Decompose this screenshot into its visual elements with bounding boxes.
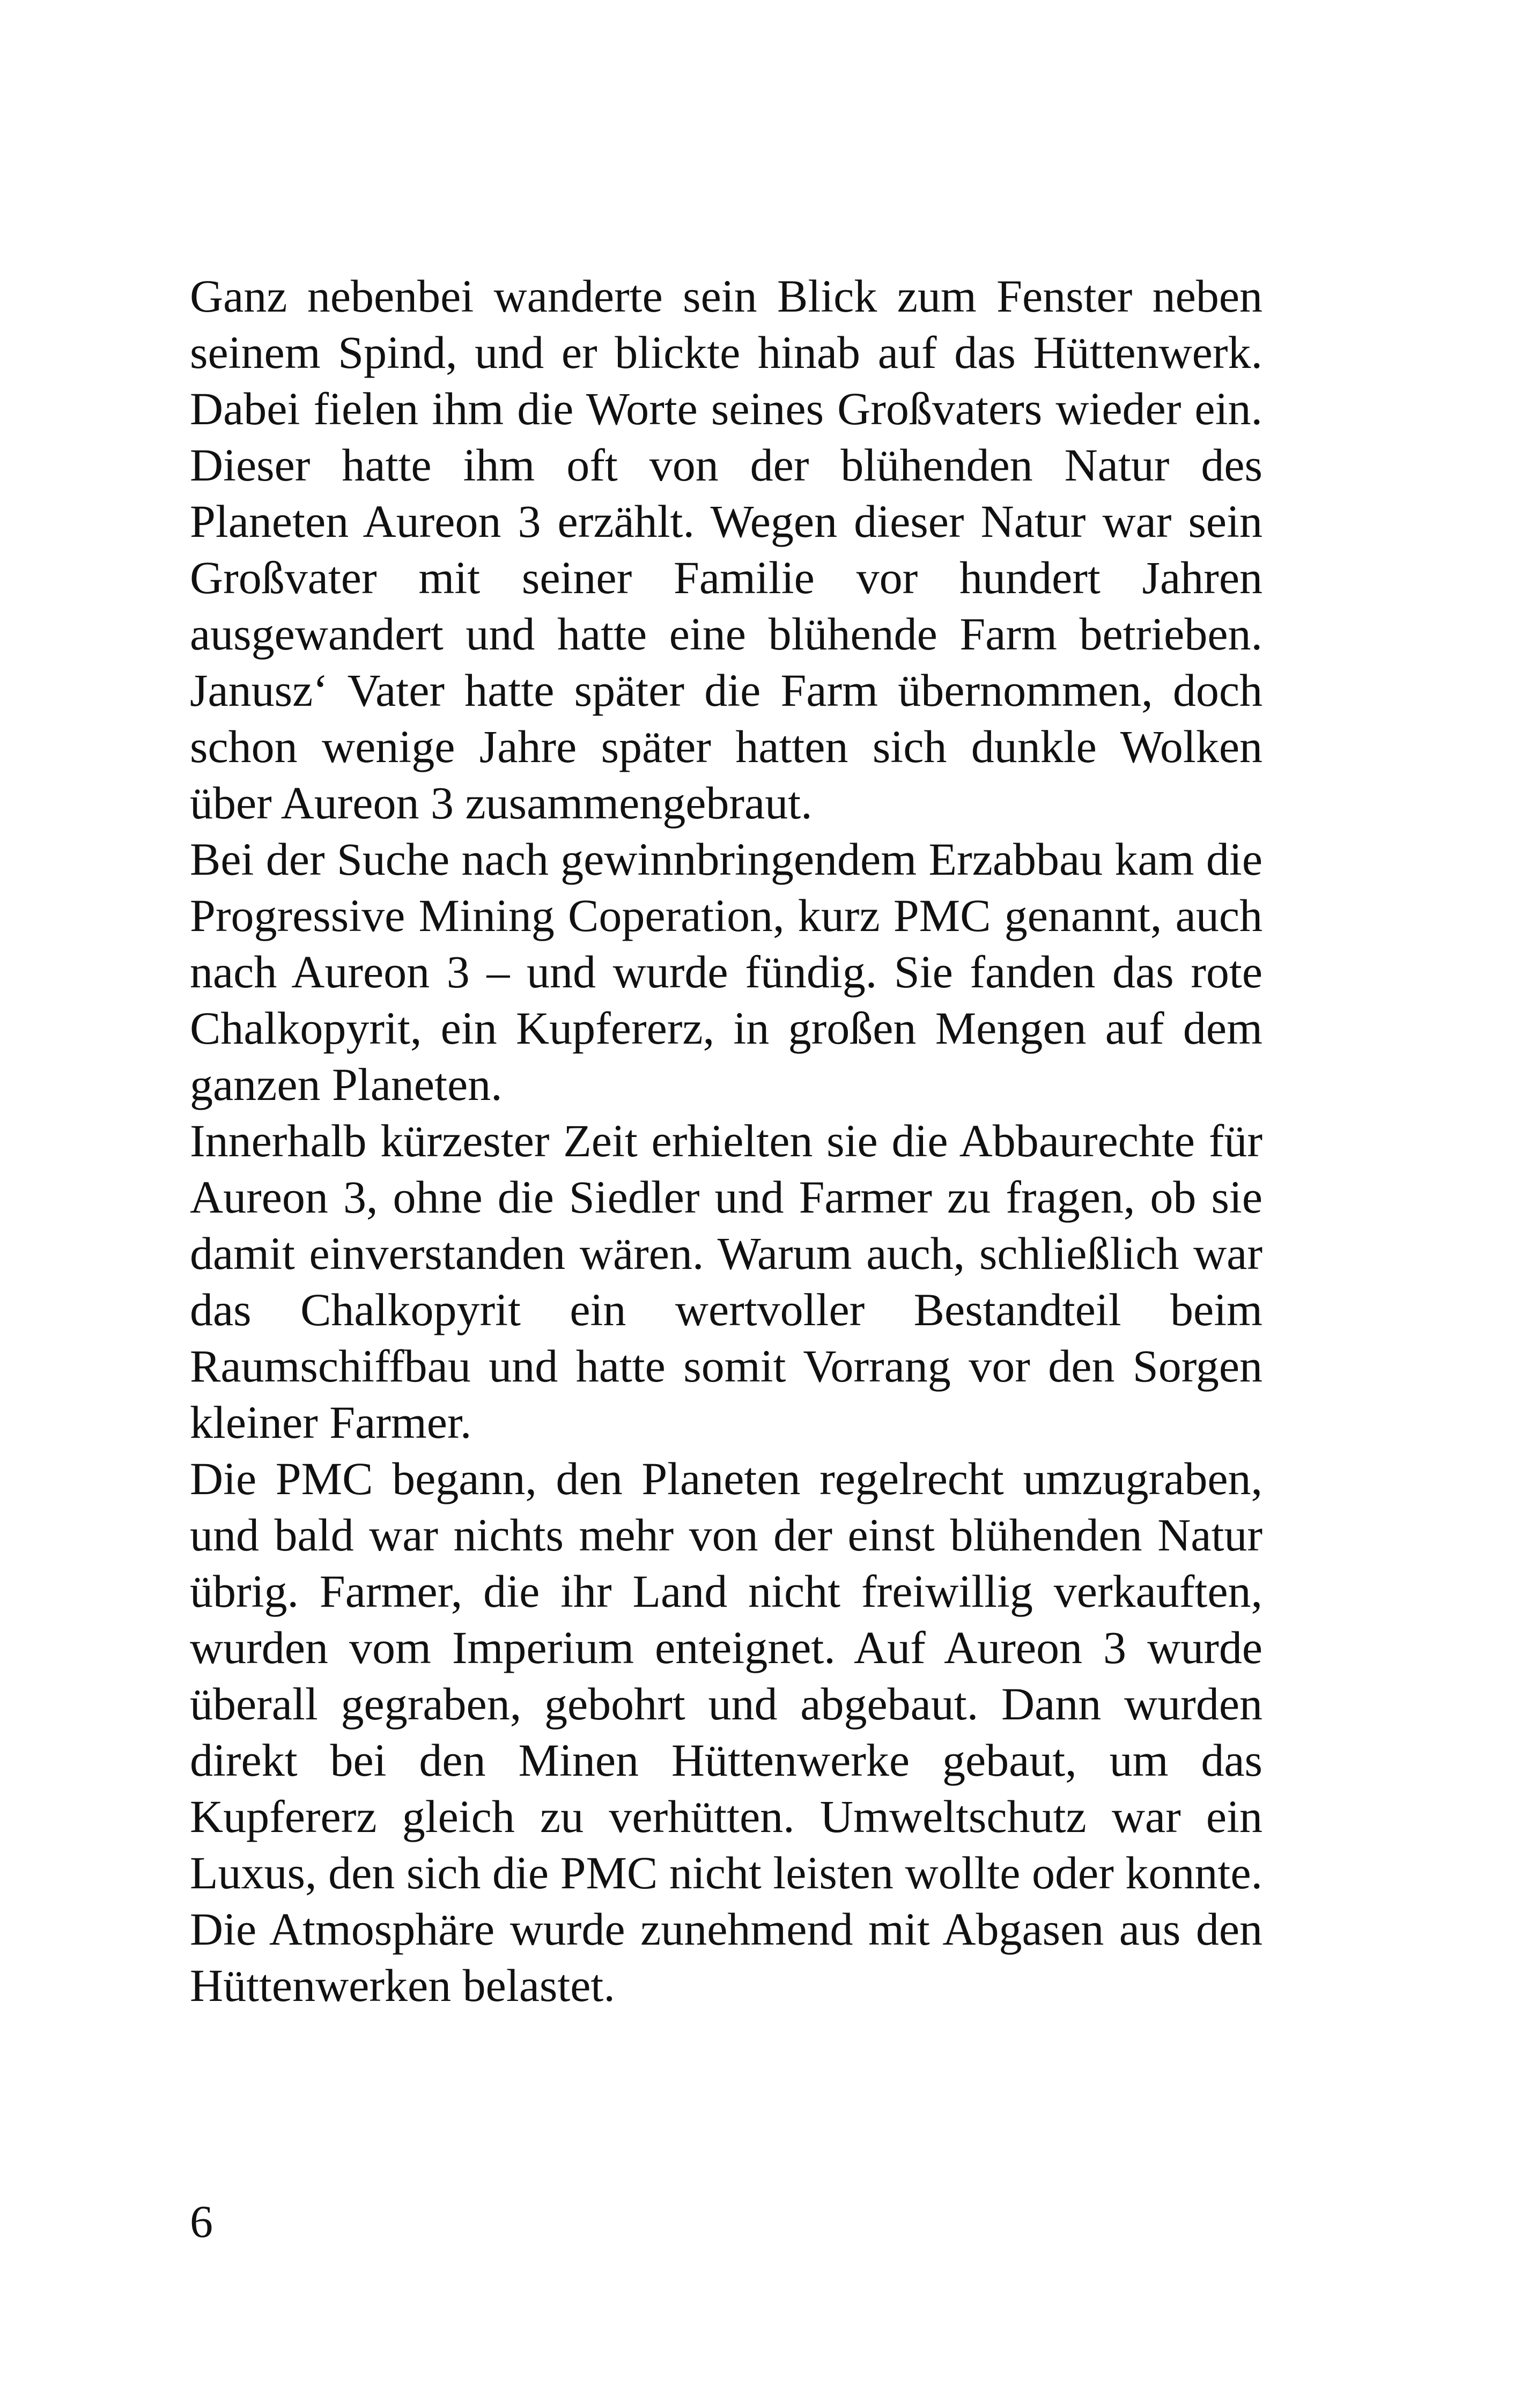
paragraph-4: Die PMC begann, den Planeten regelrecht umzugraben, und bald war nichts mehr von der einst blühenden Natur übrig. Farmer, die ihr Land nicht freiwillig verkauften, wurden vom Imperium enteignet. Auf Aureon 3 wurde überall gegraben, gebohrt und abgebaut. Dann wurden direkt bei den Minen Hüttenwerke gebaut, um das Kupfererz gleich zu verhütten. Umweltschutz war ein Luxus, den sich die PMC nicht leisten wollte oder konnte. Die Atmosphäre wurde zunehmend mit Abgasen aus den Hüttenwerken belastet. <box>190 1453 1262 2011</box>
page-number: 6 <box>190 2196 213 2247</box>
paragraph-2: Bei der Suche nach gewinnbringendem Erzabbau kam die Progressive Mining Coperation, kurz PMC genannt, auch nach Aureon 3 – und wurde fündig. Sie fanden das rote Chalkopyrit, ein Kupfererz, in großen Mengen auf dem ganzen Planeten. <box>190 833 1262 1110</box>
paragraph-3: Innerhalb kürzester Zeit erhielten sie die Abbaurechte für Aureon 3, ohne die Siedler und Farmer zu fragen, ob sie damit einverstanden wären. Warum auch, schließlich war das Chalkopyrit ein wertvoller Bestandteil beim Raumschiffbau und hatte somit Vorrang vor den Sorgen kleiner Farmer. <box>190 1115 1262 1448</box>
paragraph-1: Ganz nebenbei wanderte sein Blick zum Fenster neben seinem Spind, und er blickte hinab auf das Hüttenwerk. Dabei fielen ihm die Worte seines Großvaters wieder ein. Dieser hatte ihm oft von der blühenden Natur des Planeten Aureon 3 erzählt. Wegen dieser Natur war sein Großvater mit seiner Familie vor hundert Jahren ausgewandert und hatte eine blühende Farm betrieben. Janusz‘ Vater hatte später die Farm übernommen, doch schon wenige Jahre später hatten sich dunkle Wolken über Aureon 3 zusammengebraut. <box>190 270 1262 829</box>
body-text <box>190 268 1262 2014</box>
